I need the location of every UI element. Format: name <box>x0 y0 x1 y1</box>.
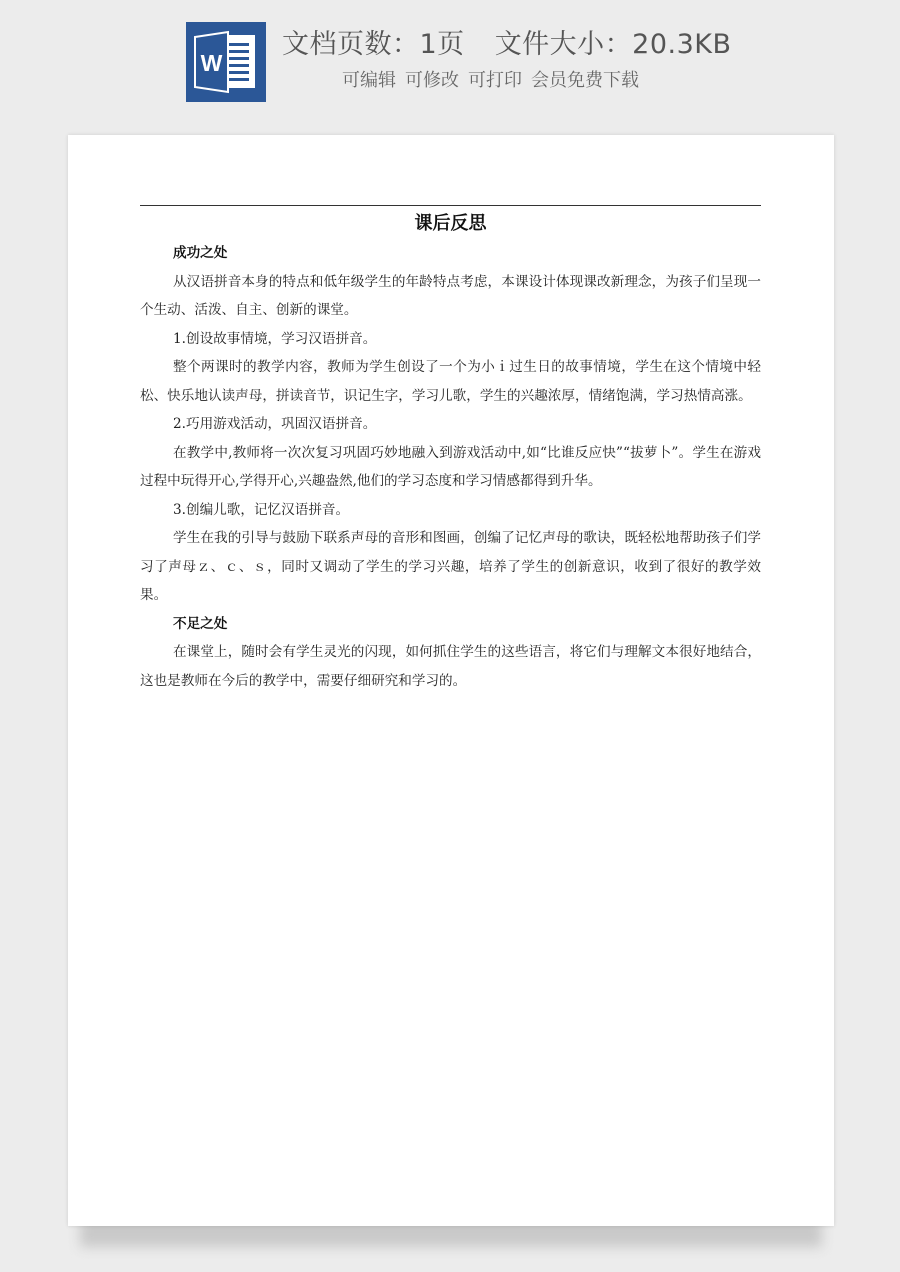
paragraph: 2.巧用游戏活动，巩固汉语拼音。 <box>173 416 377 432</box>
paragraph: 3.创编儿歌，记忆汉语拼音。 <box>173 501 350 518</box>
paragraph: 在课堂上，随时会有学生灵光的闪现，如何抓住学生的这些语言，将它们与理解文本很好地结合，这也是教师在今后的教学中，需要仔细研究和学习的。 <box>140 644 761 689</box>
word-document-icon <box>186 22 266 102</box>
header <box>0 0 900 110</box>
paragraph: 学生在我的引导与鼓励下联系声母的音形和图画，创编了记忆声母的歌诀，既轻松地帮助孩子们学习了声母ｚ、ｃ、ｓ，同时又调动了学生的学习兴趣，培养了学生的创新意识，收到了很好的教学效果。 <box>140 530 761 603</box>
page-count: 文档页数：1页 <box>282 29 465 60</box>
svg-text:W: W <box>200 50 223 76</box>
feature-member-download: 会员免费下载 <box>531 70 639 91</box>
feature-editable: 可编辑 <box>342 70 396 91</box>
document-title: 课后反思 <box>414 213 487 234</box>
paragraph: 在教学中,教师将一次次复习巩固巧妙地融入到游戏活动中,如“比谁反应快”“拔萝卜”。学生在游戏过程中玩得开心,学得开心,兴趣盎然,他们的学习态度和学习情感都得到升华。 <box>140 444 761 489</box>
paragraph: 整个两课时的教学内容，教师为学生创设了一个为小ｉ过生日的故事情境，学生在这个情境中轻松、快乐地认读声母，拼读音节，识记生字，学习儿歌，学生的兴趣浓厚，情绪饱满，学习热情高涨。 <box>140 359 761 404</box>
file-size: 文件大小：20.3KB <box>494 29 732 60</box>
section-heading: 不足之处 <box>173 615 228 632</box>
feature-list <box>342 66 648 92</box>
feature-printable: 可打印 <box>468 70 522 91</box>
document-page <box>68 135 834 1226</box>
section-heading: 成功之处 <box>173 245 228 261</box>
document-body <box>140 239 761 695</box>
paragraph: 1.创设故事情境，学习汉语拼音。 <box>173 330 377 347</box>
file-info <box>282 22 732 61</box>
feature-modifiable: 可修改 <box>405 70 459 91</box>
paragraph: 从汉语拼音本身的特点和低年级学生的年龄特点考虑，本课设计体现课改新理念，为孩子们呈现一个生动、活泼、自主、创新的课堂。 <box>140 273 761 318</box>
header-rule <box>140 205 761 206</box>
